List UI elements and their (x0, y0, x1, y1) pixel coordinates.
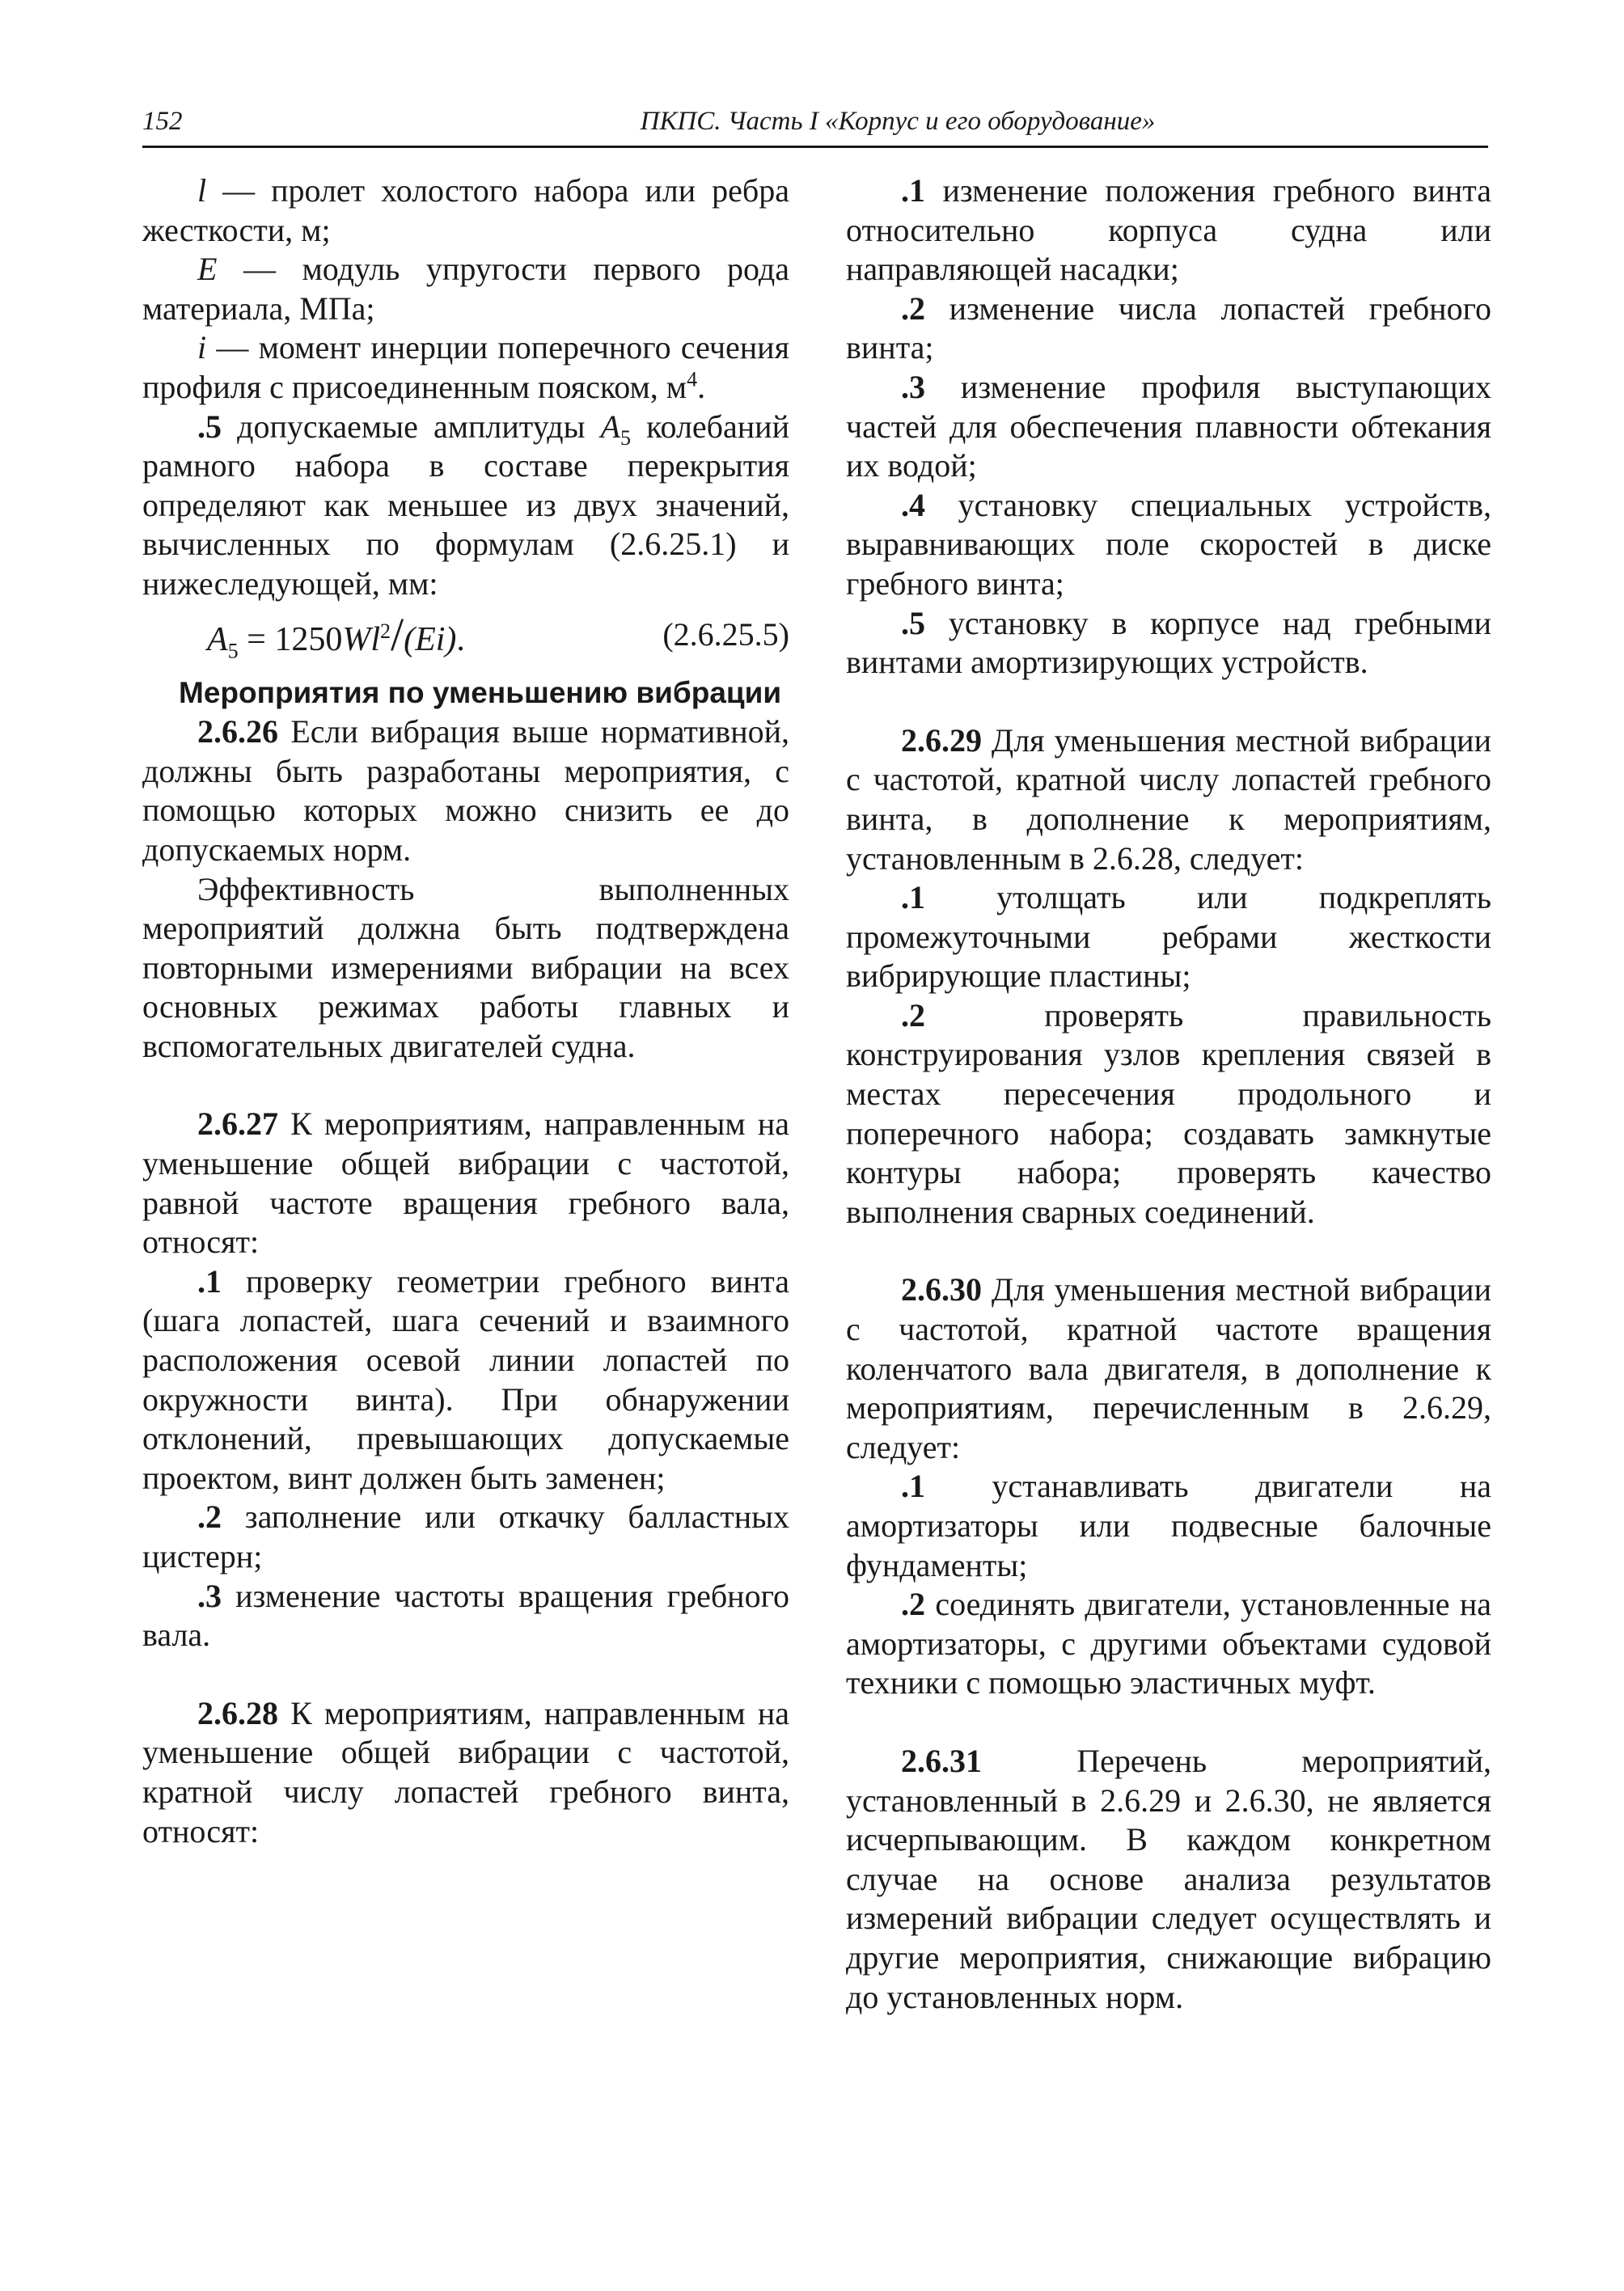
paragraph-2-6-30: 2.6.30 Для уменьшения местной вибрации с частотой, кратной частоте вращения коленчатого вала двигателя, в дополнение к мероприятиям, перечисленным в 2.6.29, следует: (846, 1271, 1491, 1465)
symbol: l (197, 172, 207, 209)
symbol: i (197, 329, 207, 366)
definition-l (142, 171, 789, 250)
paragraph-number: 2.6.27 (197, 1105, 278, 1143)
item-2-6-30-2: .2 соединять двигатели, установленные на амортизаторы, с другими объектами судовой техники с помощью эластичных муфт. (846, 1586, 1491, 1701)
item-2-6-27-2: .2 заполнение или откачку балластных цистерн; (142, 1498, 789, 1575)
item-2-6-29-1: .1 утолщать или подкреплять промежуточными ребрами жесткости вибрирующие пластины; (846, 879, 1491, 995)
item-2-6-27-1: .1 проверку геометрии гребного винта (шага лопастей, шага сечений и взаимного расположения осевой линии лопастей по окружности винта). При обнаружении отклонений, превышающих допускаемые проектом, винт должен быть заменен; (142, 1262, 789, 1496)
item-number: .5 (901, 604, 925, 641)
item-number: .3 (901, 368, 925, 405)
formula-number: (2.6.25.5) (662, 615, 789, 653)
item-number: .1 (901, 1468, 925, 1505)
item-number: .4 (901, 486, 925, 523)
page-number: 152 (142, 107, 183, 136)
paragraph-2-6-26: 2.6.26 Если вибрация выше нормативной, должны быть разработаны мероприятия, с помощью которых можно снизить ее до допускаемых норм. (142, 713, 789, 868)
page-header (142, 102, 1488, 148)
paragraph-2-6-27: 2.6.27 К мероприятиям, направленным на уменьшение общей вибрации с частотой, равной частоте вращения гребного вала, относят: (142, 1105, 789, 1261)
item-2-6-28-1: .1 изменение положения гребного винта относительно корпуса судна или направляющей насадки; (846, 172, 1491, 288)
symbol: A (600, 408, 620, 445)
paragraph-number: 2.6.30 (901, 1271, 982, 1308)
formula-2-6-25-5 (142, 609, 789, 674)
paragraph-number: 2.6.31 (901, 1742, 982, 1779)
paragraph-number: 2.6.26 (197, 713, 278, 750)
item-2-6-30-1: .1 устанавливать двигатели на амортизаторы или подвесные балочные фундаменты; (846, 1468, 1491, 1583)
item-2-6-29-2: .2 проверять правильность конструирования узлов крепления связей в местах пересечения продольного и поперечного набора; создавать замкнутые контуры набора; проверять качество выполнения сварных соединений. (846, 996, 1491, 1230)
definition-text: — модуль упругости первого рода материала, МПа; (142, 251, 789, 327)
paragraph-2-6-29: 2.6.29 Для уменьшения местной вибрации с частотой, кратной числу лопастей гребного винта, в дополнение к мероприятиям, установленным в 2.6.28, следует: (846, 721, 1491, 877)
item-2-6-28-2: .2 изменение числа лопастей гребного винта; (846, 290, 1491, 366)
paragraph-2-6-26-continued: Эффективность выполненных мероприятий должна быть подтверждена повторными измерениями вибрации на всех основных режимах работы главных и вспомогательных двигателей судна. (142, 870, 789, 1064)
item-2-6-27-3: .3 изменение частоты вращения гребного вала. (142, 1577, 789, 1654)
item-2-6-28-3: .3 изменение профиля выступающих частей для обеспечения плавности обтекания их водой; (846, 368, 1491, 484)
formula-expression: $A_5 = 1250Wl^2/(Ei)$. (207, 607, 465, 662)
definition-text: — момент инерции поперечного сечения профиля с присоединенным пояском, м (142, 329, 789, 405)
item-number: .2 (197, 1498, 222, 1536)
item-5: .5 допускаемые амплитуды $A_5$ колебаний рамного набора в составе перекрытия определяют как меньшее из двух значений, вычисленных по формулам (2.6.25.1) и нижеследующей, мм: (142, 408, 789, 602)
right-column (846, 171, 1491, 2017)
definition-text: — пролет холостого набора или ребра жесткости, м; (142, 172, 789, 248)
item-number: .1 (901, 879, 925, 916)
superscript: 4 (687, 367, 698, 391)
definition-i: i — момент инерции поперечного сечения профиля с присоединенным пояском, $м^4$. (142, 329, 789, 405)
item-number: .1 (197, 1262, 222, 1300)
item-number: .3 (197, 1577, 222, 1614)
section-title: Мероприятия по уменьшению вибрации (179, 675, 782, 709)
symbol: E (197, 251, 218, 288)
item-number: .1 (901, 172, 925, 209)
paragraph-2-6-28: 2.6.28 К мероприятиям, направленным на уменьшение общей вибрации с частотой, кратной числу лопастей гребного винта, относят: (142, 1694, 789, 1849)
item-number: .5 (197, 408, 222, 445)
item-2-6-28-4: .4 установку специальных устройств, выравнивающих поле скоростей в диске гребного винта; (846, 486, 1491, 602)
left-column (142, 171, 789, 1851)
paragraph-number: 2.6.29 (901, 721, 982, 759)
definition-E (142, 250, 789, 328)
running-title: ПКПС. Часть I «Корпус и его оборудование» (640, 107, 1156, 136)
paragraph-number: 2.6.28 (197, 1694, 278, 1731)
item-number: .2 (901, 290, 925, 327)
paragraph-2-6-31: 2.6.31 Перечень мероприятий, установленный в 2.6.29 и 2.6.30, не является исчерпывающим. В каждом конкретном случае на основе анализа результатов измерений вибрации следует осуществлять и другие мероприятия, снижающие вибрацию до установленных норм. (846, 1742, 1491, 2015)
item-number: .2 (901, 996, 925, 1033)
subscript: 5 (620, 425, 631, 450)
item-2-6-28-5: .5 установку в корпусе над гребными винтами амортизирующих устройств. (846, 604, 1491, 681)
item-number: .2 (901, 1586, 925, 1623)
